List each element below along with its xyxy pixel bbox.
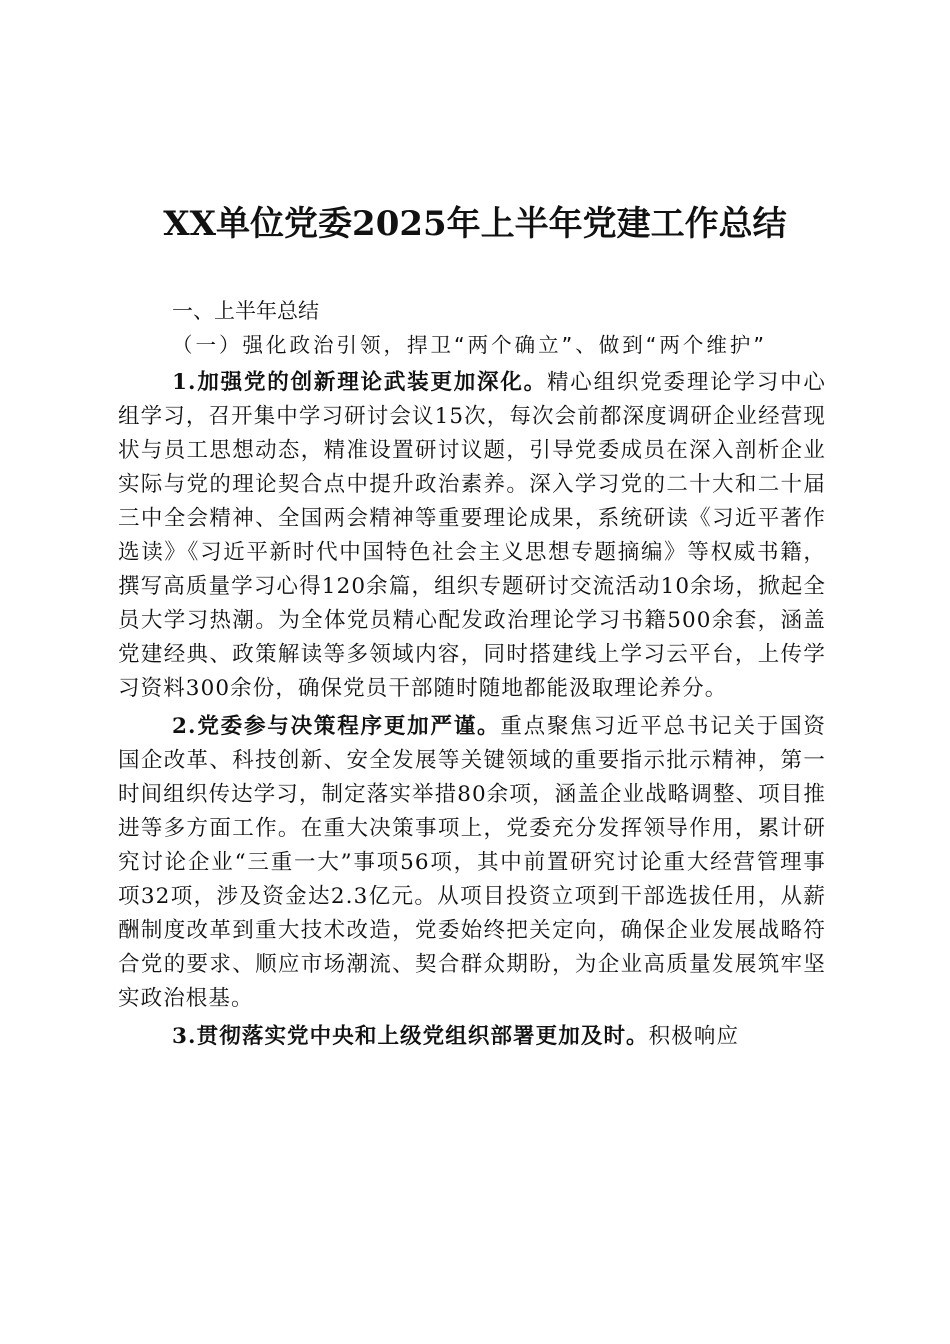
section-heading: 一、上半年总结	[172, 299, 319, 323]
paragraph-2	[118, 710, 826, 1016]
paragraph-2-lead: 2.党委参与决策程序更加严谨。	[172, 714, 501, 739]
paragraph-3-lead: 3.贯彻落实党中央和上级党组织部署更加及时。	[172, 1024, 649, 1049]
paragraph-3	[118, 1020, 826, 1054]
paragraph-1-lead: 1.加强党的创新理论武装更加深化。	[172, 370, 547, 395]
paragraph-2-body: 重点聚焦习近平总书记关于国资国企改革、科技创新、安全发展等关键领域的重要指示批示精神，第一时间组织传达学习，制定落实举措80余项，涵盖企业战略调整、项目推进等多方面工作。在重大决策事项上，党委充分发挥领导作用，累计研究讨论企业“三重一大”事项56项，其中前置研究讨论重大经营管理事项32项，涉及资金达2.3亿元。从项目投资立项到干部选拔任用，从薪酬制度改革到重大技术改造，党委始终把关定向，确保企业发展战略符合党的要求、顺应市场潮流、契合群众期盼，为企业高质量发展筑牢坚实政治根基。	[118, 714, 826, 1011]
paragraph-1-body: 精心组织党委理论学习中心组学习，召开集中学习研讨会议15次，每次会前都深度调研企业经营现状与员工思想动态，精准设置研讨议题，引导党委成员在深入剖析企业实际与党的理论契合点中提升政治素养。深入学习党的二十大和二十届三中全会精神、全国两会精神等重要理论成果，系统研读《习近平著作选读》《习近平新时代中国特色社会主义思想专题摘编》等权威书籍，撰写高质量学习心得120余篇，组织专题研讨交流活动10余场，掀起全员大学习热潮。为全体党员精心配发政治理论学习书籍500余套，涵盖党建经典、政策解读等多领域内容，同时搭建线上学习云平台，上传学习资料300余份，确保党员干部随时随地都能汲取理论养分。	[118, 370, 826, 701]
document-body	[118, 294, 826, 1054]
subsection-heading: （一）强化政治引领，捍卫“两个确立”、做到“两个维护”	[172, 333, 767, 357]
document-title: XX单位党委2025年上半年党建工作总结	[163, 204, 787, 244]
paragraph-1	[118, 366, 826, 706]
paragraph-3-body: 积极响应	[648, 1024, 740, 1049]
